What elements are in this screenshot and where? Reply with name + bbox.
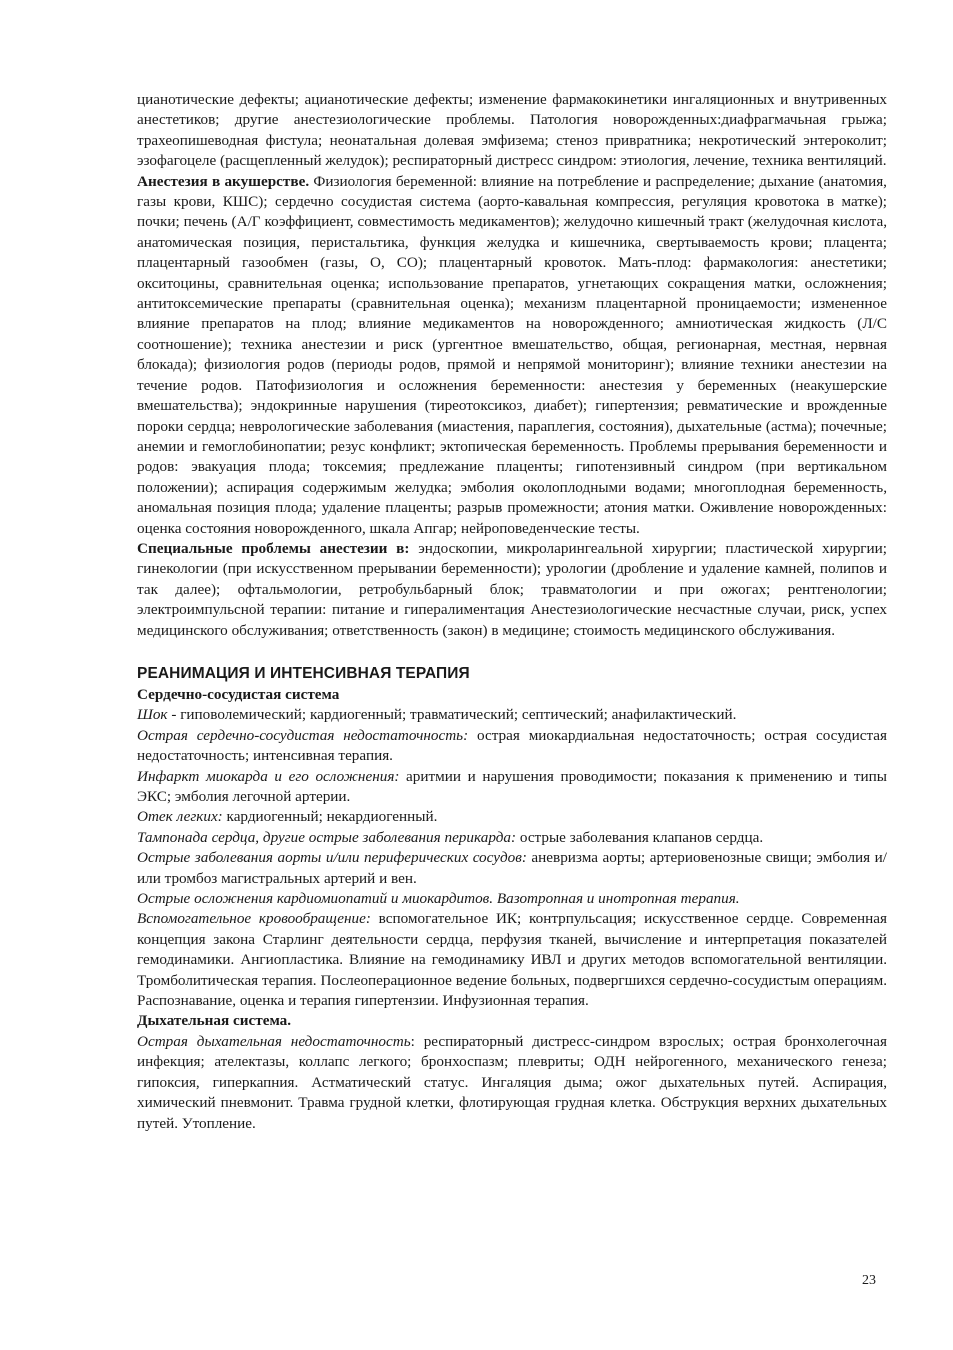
cardio-item-text: аритмии и нарушения проводимости; показания к применению и типы ЭКС; эмболия легочной артерии. [137,767,887,805]
obstetrics-paragraph [137,172,887,539]
cardio-item-label: Вспомогательное кровообращение: [137,910,371,928]
cardio-item-label: Отек легких: [137,808,223,826]
page-number: 23 [862,1273,876,1288]
cardio-item-label: Шок [137,706,168,724]
cardio-item-label: Острые осложнения кардиомиопатий и миокардитов. Вазотропная и инотропная терапия. [137,890,740,908]
cardio-item-text: острая миокардиальная недостаточность; острая сосудистая недостаточность; интенсивная терапия. [137,726,888,765]
document-body [137,90,887,1134]
cardio-item-text: острые заболевания клапанов сердца. [516,828,764,846]
cardio-item-aorta [137,848,887,889]
cardio-item-label: Острые заболевания аорты и/или периферических сосудов: [137,849,527,867]
cardio-item-cardiomyopathy [137,889,887,909]
cardio-item-text: вспомогательное ИК; контрпульсация; искусственное сердце. Современная концепция закона Старлинг деятельности сердца, перфузия тканей, вычисление и интерпретация показателей гемодинамики. Ангиопластика. Влияние на гемодинамику ИВЛ и других методов вспомогательной вентиляции. Тромболитическая терапия. Послеоперационное ведение больных, подвергшихся сердечно-сосудистым операциям. Распознавание, оценка и терапия гипертензии. Инфузионная терапия. [137,910,887,1010]
special-problems-paragraph [137,539,887,641]
section-title: РЕАНИМАЦИЯ И ИНТЕНСИВНАЯ ТЕРАПИЯ [137,664,470,682]
cardio-item-tamponade [137,828,887,848]
cardio-item-text: аневризма аорты; артериовенозные свищи; эмболия и/или тромбоз магистральных артерий и вен. [137,849,887,887]
special-problems-heading: Специальные проблемы анестезии в: [137,539,410,557]
cardio-item-shock [137,705,887,725]
cardio-item-acute-failure [137,726,887,767]
intro-text: цианотические дефекты; ацианотические дефекты; изменение фармакокинетики ингаляционных и внутривенных анестетиков; другие анестезиологические проблемы. Патология новорожденных:диафрагмачьная грыжа; трахеопишеводная фистула; неонатальная долевая эмфизема; стеноз привратника; некротический энтероколит; эзофагоцеле (расщепленный желудок); респираторный дистресс синдром: этиология, лечение, техника вентиляций. [137,91,887,170]
obstetrics-heading: Анестезия в акушерстве. [137,172,310,190]
cardio-item-label: Инфаркт миокарда и его осложнения: [137,767,400,785]
respiratory-text: : респираторный дистресс-синдром взрослых; острая бронхолегочная инфекция; ателектазы, коллапс легкого; бронхоспазм; плевриты; ОДН нейрогенного, механического генеза; гипоксия, гиперкапния. Астматический статус. Ингаляция дыма; ожог дыхательных путей. Аспирация, химический пневмонит. Травма грудной клетки, флотирующая грудная клетка. Обструкция верхних дыхательных путей. Утопление. [137,1032,888,1132]
cardio-item-pulmonary-edema [137,807,887,827]
obstetrics-text: Физиология беременной: влияние на потребление и распределение; дыхание (анатомия, газы крови, КШС); сердечно сосудистая система (аорто-кавальная компрессия, регуляция кровотока в матке); почки; печень (А/Г коэффициент, совместимость медикаментов); желудочно кишечный тракт (желудочная кислота, анатомическая позиция, перистальтика, функция желудка и кишечника, свертываемость крови; плацента; плацентарный газообмен (газы, О, СО); плацентарный кровоток. Мать-плод: фармакология: анестетики; окситоцины, сравнительная оценка; использование препаратов, угнетающих сокращения матки, осложнения; антитоксемические препараты (сравнительная оценка); механизм плацентарной проницаемости; измененное влияние препаратов на плод; влияние медикаментов на новорожденного; амниотическая жидкость (Л/С соотношение); техника анестезии и риск (ургентное вмешательство, общая, регионарная, местная, нервная блокада); физиология родов (периоды родов, прямой и непрямой мониторинг); влияние техники анестезии на течение родов. Патофизиология и осложнения беременности: анестезия у беременных (неакушерские вмешательства); эндокринные нарушения (тиреотоксикоз, диабет); гипертензия; ревматические и врожденные пороки сердца; неврологические заболевания (миастения, параплегия, состояния), дыхательные (астма); почечные; анемии и гемоглобинопатии; резус конфликт; эктопическая беременность. Проблемы прерывания беременности и родов: эвакуация плода; токсемия; предлежание плаценты; гипотензивный синдром (при вертикальном положении); аспирация содержимым желудка; эмболия околоплодными водами; многоплодная беременность, аномальная позиция плода; удаление плаценты; разрыв промежности; атония матки. Оживление новорожденных: оценка состояния новорожденного, шкала Апгар; нейроповеденческие тесты. [137,172,887,537]
respiratory-paragraph [137,1032,887,1134]
cardio-subtitle: Сердечно-сосудистая система [137,685,340,703]
respiratory-label: Острая дыхательная недостаточность [137,1032,411,1050]
cardio-item-text: кардиогенный; некардиогенный. [222,808,438,826]
cardio-item-text: - гиповолемический; кардиогенный; травматический; септический; анафилактический. [167,706,737,724]
cardio-item-infarction [137,767,887,808]
intro-paragraph [137,90,887,172]
cardio-item-label: Тампонада сердца, другие острые заболевания перикарда: [137,828,517,846]
cardio-item-assist-circulation [137,909,887,1011]
cardio-item-label: Острая сердечно-сосудистая недостаточность: [137,726,469,744]
respiratory-subtitle: Дыхательная система. [137,1012,292,1030]
section-spacer [137,641,887,663]
special-problems-text: эндоскопии, микроларингеальной хирургии; пластической хирургии; гинекологии (при искусственном прерывании беременности); урологии (дробление и удаление камней, полипов и так далее); офтальмологии, ретробульбарный блок; травматологии и при ожогах; рентгенологии; электроимпульсной терапии: питание и гипералиментация Анестезиологические несчастные случаи, риск, успех медицинского обслуживания; ответственность (закон) в медицине; стоимость медицинского обслуживания. [137,539,888,639]
